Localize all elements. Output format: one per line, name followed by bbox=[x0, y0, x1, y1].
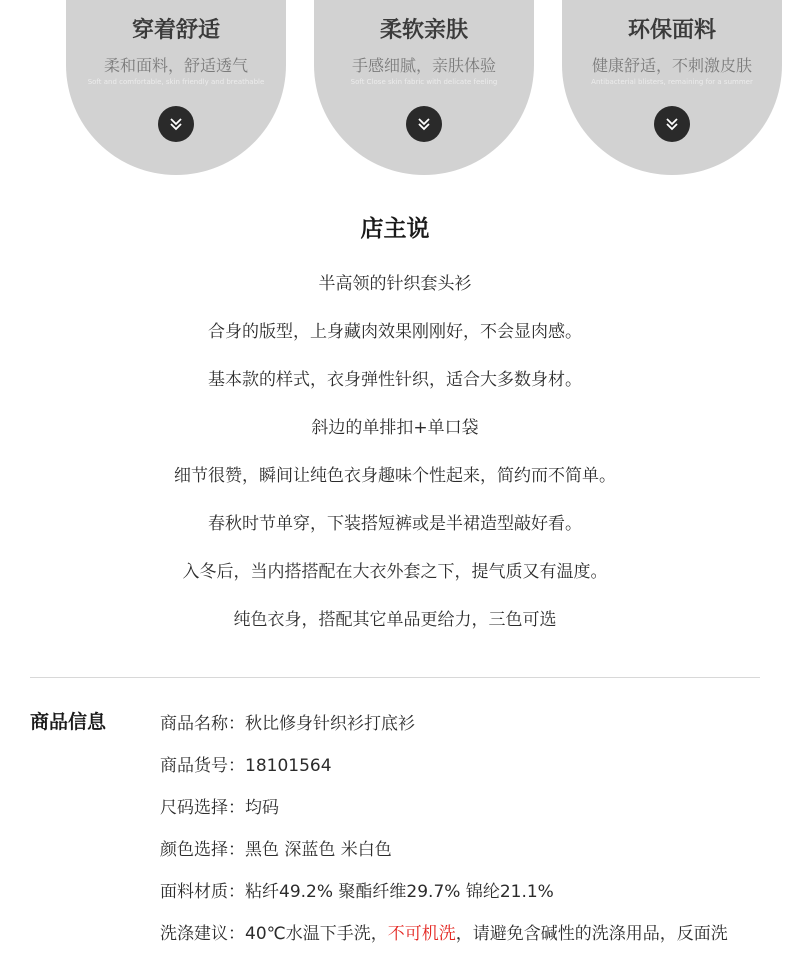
owner-says-line: 斜边的单排扣+单口袋 bbox=[311, 418, 479, 438]
item-number-row: 商品货号：18101564 bbox=[160, 756, 332, 776]
wash-text: 洗涤建议：40℃水温下手洗， bbox=[160, 924, 388, 944]
feature-row bbox=[0, 0, 790, 180]
feature-description: 手感细腻，亲肤体验 bbox=[351, 56, 496, 75]
feature-description: 柔和面料，舒适透气 bbox=[103, 56, 248, 75]
product-name-row: 商品名称：秋比修身针织衫打底衫 bbox=[160, 714, 415, 734]
feature-subtext: Antibacterial blisters, remaining for a summer bbox=[591, 78, 753, 86]
wash-text-end: ，请避免含碱性的洗涤用品，反面洗 bbox=[455, 924, 728, 944]
feature-title: 柔软亲肤 bbox=[379, 18, 468, 43]
section-divider bbox=[30, 677, 760, 678]
wash-warning: 不可机洗 bbox=[387, 924, 456, 944]
owner-says-line: 合身的版型，上身藏肉效果刚刚好，不会显肉感。 bbox=[208, 322, 582, 342]
feature-title: 环保面料 bbox=[627, 18, 716, 43]
owner-says-line: 细节很赞，瞬间让纯色衣身趣味个性起来，简约而不简单。 bbox=[174, 466, 616, 486]
material-row: 面料材质：粘纤49.2% 聚酯纤维29.7% 锦纶21.1% bbox=[160, 882, 554, 902]
expand-button[interactable] bbox=[654, 106, 690, 142]
double-chevron-down-icon bbox=[663, 115, 681, 133]
owner-says-line: 半高领的针织套头衫 bbox=[318, 274, 472, 294]
product-info-heading: 商品信息 bbox=[30, 711, 107, 733]
double-chevron-down-icon bbox=[415, 115, 433, 133]
feature-title: 穿着舒适 bbox=[131, 18, 220, 43]
double-chevron-down-icon bbox=[167, 115, 185, 133]
feature-card-comfort bbox=[66, 0, 286, 175]
size-row: 尺码选择：均码 bbox=[160, 798, 279, 818]
owner-says-line: 纯色衣身，搭配其它单品更给力，三色可选 bbox=[233, 610, 557, 630]
expand-button[interactable] bbox=[406, 106, 442, 142]
expand-button[interactable] bbox=[158, 106, 194, 142]
product-info-list bbox=[160, 708, 790, 960]
feature-card-soft bbox=[314, 0, 534, 175]
feature-card-eco bbox=[562, 0, 782, 175]
owner-says-line: 入冬后，当内搭搭配在大衣外套之下，提气质又有温度。 bbox=[182, 562, 608, 582]
owner-says-text bbox=[0, 270, 790, 654]
owner-says-line: 春秋时节单穿，下装搭短裤或是半裙造型敲好看。 bbox=[208, 514, 582, 534]
feature-description: 健康舒适，不刺激皮肤 bbox=[591, 56, 752, 75]
feature-subtext: Soft and comfortable, skin friendly and breathable bbox=[87, 78, 265, 86]
color-row: 颜色选择：黑色 深蓝色 米白色 bbox=[160, 840, 392, 860]
wash-row bbox=[160, 918, 790, 960]
feature-subtext: Soft Close skin fabric with delicate feeling bbox=[350, 78, 498, 86]
owner-says-line: 基本款的样式，衣身弹性针织，适合大多数身材。 bbox=[208, 370, 582, 390]
owner-says-title: 店主说 bbox=[360, 216, 430, 242]
